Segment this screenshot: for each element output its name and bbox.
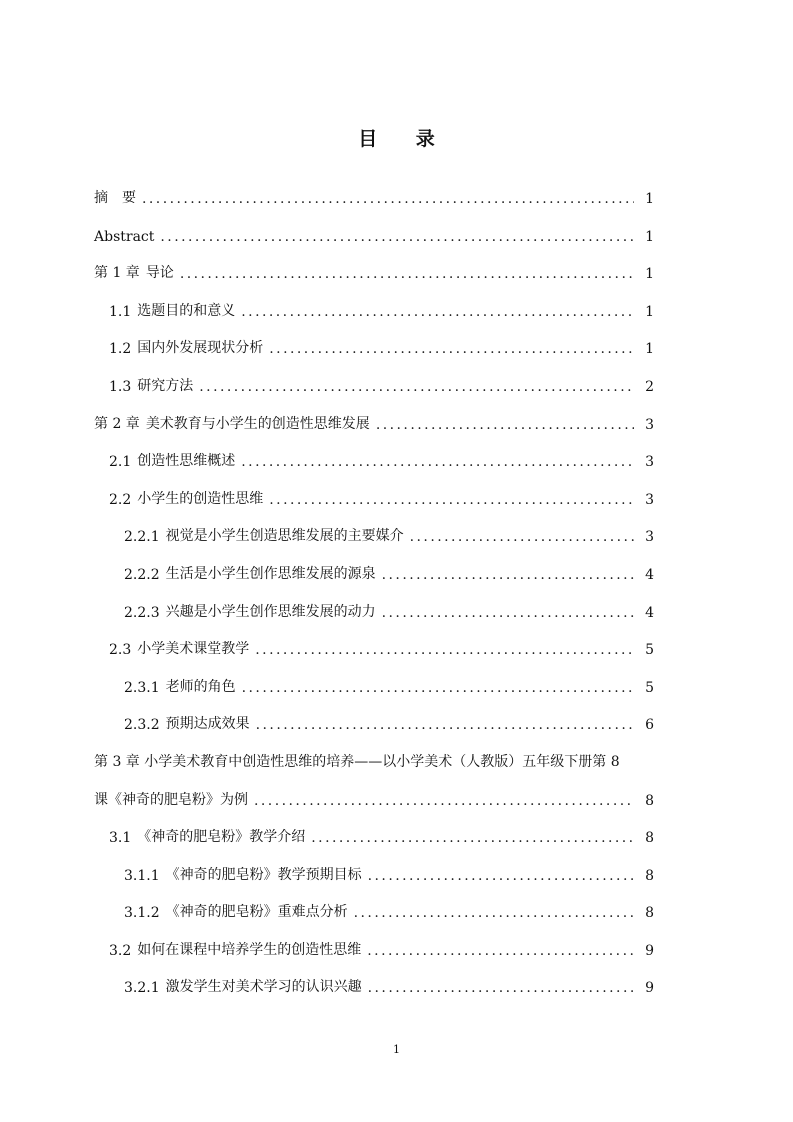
toc-dot-leader — [376, 417, 634, 433]
toc-dot-leader — [180, 266, 634, 282]
toc-entry-page: 8 — [645, 867, 654, 884]
toc-entry-page: 4 — [645, 566, 654, 583]
toc-entry-page: 8 — [645, 830, 654, 847]
toc-dot-leader — [256, 717, 634, 733]
toc-dot-leader — [241, 304, 634, 320]
toc-entry-text: 摘 要 — [94, 190, 136, 206]
toc-entry-text: 生活是小学生创作思维发展的源泉 — [165, 565, 376, 582]
toc-entry-page: 3 — [645, 454, 654, 471]
toc-entry-number: 1.2 — [109, 341, 132, 358]
toc-entry-text: 导论 — [145, 265, 174, 282]
toc-entry-page: 4 — [645, 604, 654, 621]
toc-entry[interactable] — [94, 519, 654, 545]
toc-entry-number: 2.2 — [109, 491, 132, 508]
toc-entry[interactable] — [94, 970, 654, 996]
toc-dot-leader — [255, 642, 634, 658]
toc-entry-number: 3.2 — [109, 942, 132, 959]
toc-entry-chapter-3-line-1[interactable] — [94, 745, 654, 771]
toc-entry[interactable] — [94, 482, 654, 508]
toc-entry-number: 第 1 章 — [94, 265, 140, 282]
toc-dot-leader — [410, 529, 634, 545]
toc-entry[interactable] — [94, 595, 654, 621]
toc-dot-leader — [254, 793, 634, 809]
toc-entry-page: 1 — [645, 266, 654, 283]
toc-entry-text: 美术教育与小学生的创造性思维发展 — [145, 415, 370, 432]
toc-dot-leader — [382, 567, 634, 583]
toc-entry[interactable] — [94, 933, 654, 959]
toc-entry-page: 3 — [645, 491, 654, 508]
toc-entry[interactable] — [94, 219, 654, 245]
toc-entry-number: 2.2.3 — [124, 604, 160, 621]
toc-dot-leader — [241, 454, 634, 470]
toc-entry-text: 《神奇的肥皂粉》重难点分析 — [165, 904, 348, 921]
toc-dot-leader — [160, 229, 634, 245]
toc-dot-leader — [142, 191, 634, 207]
toc-entry[interactable] — [94, 294, 654, 320]
toc-entry[interactable] — [94, 407, 654, 433]
toc-entry-text: 视觉是小学生创造思维发展的主要媒介 — [165, 528, 404, 545]
toc-entry-number: 1.1 — [109, 303, 132, 320]
toc-entry[interactable] — [94, 707, 654, 733]
toc-entry[interactable] — [94, 632, 654, 658]
toc-entry-number: 2.3.2 — [124, 717, 160, 734]
toc-entry-text: 小学生的创造性思维 — [137, 490, 264, 507]
toc-entry[interactable] — [94, 858, 654, 884]
toc-entry[interactable] — [94, 670, 654, 696]
toc-dot-leader — [199, 379, 634, 395]
toc-entry-page: 5 — [645, 642, 654, 659]
toc-entry-text: 《神奇的肥皂粉》教学介绍 — [137, 829, 306, 846]
toc-entry-text: 第 3 章 小学美术教育中创造性思维的培养——以小学美术（人教版）五年级下册第 8 — [94, 753, 620, 770]
toc-entry-page: 3 — [645, 529, 654, 546]
toc-dot-leader — [382, 605, 634, 621]
toc-dot-leader — [269, 492, 634, 508]
toc-entry-text: 激发学生对美术学习的认识兴趣 — [165, 979, 362, 996]
toc-entry-number: 3.2.1 — [124, 980, 160, 997]
page-title: 目 录 — [358, 128, 451, 150]
toc-dot-leader — [354, 905, 634, 921]
toc-entry-number: 2.1 — [109, 454, 132, 471]
toc-entry-text: 兴趣是小学生创作思维发展的动力 — [165, 603, 376, 620]
toc-entry-number: 3.1.1 — [124, 867, 160, 884]
toc-entry-number: 2.2.1 — [124, 529, 160, 546]
toc-entry-page: 8 — [645, 792, 654, 809]
toc-entry-text: 选题目的和意义 — [137, 302, 236, 319]
toc-entry-page: 8 — [645, 905, 654, 922]
toc-dot-leader — [269, 341, 634, 357]
toc-entry-chapter-3-line-2[interactable] — [94, 783, 654, 809]
toc-entry[interactable] — [94, 331, 654, 357]
toc-entry[interactable] — [94, 557, 654, 583]
toc-entry[interactable] — [94, 369, 654, 395]
toc-entry-number: 3.1.2 — [124, 905, 160, 922]
toc-entry-page: 2 — [645, 378, 654, 395]
toc-entry-page: 5 — [645, 679, 654, 696]
page-number: 1 — [393, 1043, 400, 1056]
toc-entry-number: 2.3.1 — [124, 679, 160, 696]
toc-entry-text: Abstract — [94, 228, 155, 245]
toc-entry-text: 预期达成效果 — [165, 716, 250, 733]
toc-dot-leader — [368, 868, 634, 884]
toc-entry-text: 《神奇的肥皂粉》教学预期目标 — [165, 866, 362, 883]
toc-dot-leader — [242, 680, 634, 696]
toc-entry-page: 3 — [645, 416, 654, 433]
toc-entry-text: 研究方法 — [137, 377, 194, 394]
toc-entry-page: 1 — [645, 191, 654, 207]
toc-entry-text: 国内外发展现状分析 — [137, 340, 264, 357]
toc-entry-page: 1 — [645, 341, 654, 358]
toc-entry-text: 课《神奇的肥皂粉》为例 — [94, 791, 248, 808]
toc-entry-text: 老师的角色 — [165, 678, 236, 695]
toc-entry[interactable] — [94, 181, 654, 207]
toc-entry-page: 1 — [645, 303, 654, 320]
toc-dot-leader — [311, 830, 634, 846]
toc-entry-page: 9 — [645, 980, 654, 997]
toc-entry-page: 6 — [645, 717, 654, 734]
toc-entry-number: 3.1 — [109, 830, 132, 847]
toc-entry-number: 第 2 章 — [94, 415, 140, 432]
toc-entry-number: 2.3 — [109, 642, 132, 659]
toc-entry-number: 1.3 — [109, 378, 132, 395]
toc-entry-page: 9 — [645, 942, 654, 959]
toc-entry[interactable] — [94, 895, 654, 921]
toc-dot-leader — [367, 943, 634, 959]
toc-entry-page: 1 — [645, 228, 654, 245]
toc-entry-text: 小学美术课堂教学 — [137, 641, 250, 658]
toc-entry-number: 2.2.2 — [124, 566, 160, 583]
toc-entry-text: 如何在课程中培养学生的创造性思维 — [137, 941, 362, 958]
toc-entry-text: 创造性思维概述 — [137, 453, 236, 470]
toc-entry[interactable] — [94, 256, 654, 282]
toc-entry[interactable] — [94, 444, 654, 470]
toc-entry[interactable] — [94, 820, 654, 846]
table-of-contents — [94, 181, 654, 1008]
toc-dot-leader — [368, 980, 634, 996]
